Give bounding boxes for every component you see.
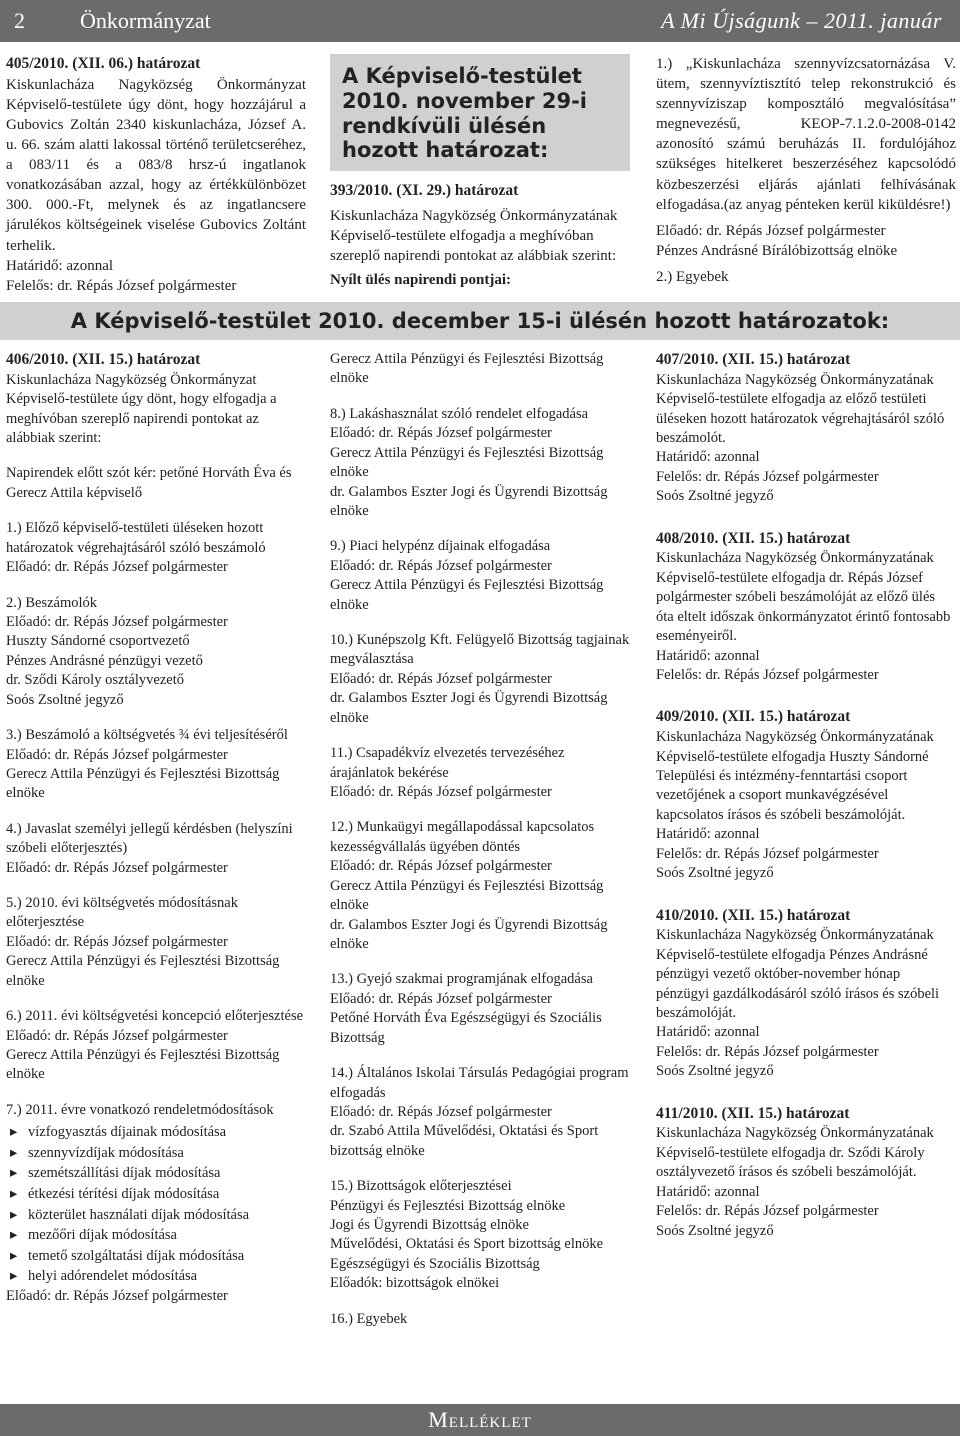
resolution-body: Kiskunlacháza Nagyközség Önkormányzatának Képviselő-testülete elfogadja dr. Répás József polgármester szóbeli beszámolóját az előző ülés óta eltelt időszak önkormányzatot érintő fontosabb eseményeiről. <box>656 550 951 645</box>
list-item: ▸ mezőőri díjak módosítása <box>6 1225 306 1246</box>
resolution-heading: 409/2010. (XII. 15.) határozat <box>656 708 851 726</box>
list-item: ▸ helyi adórendelet módosítása <box>6 1266 306 1287</box>
presenter: Előadó: dr. Répás József polgármester <box>330 557 552 574</box>
co-responsible: Soós Zsoltné jegyző <box>656 488 774 505</box>
top-middle-column <box>330 54 630 290</box>
presenter: Előadó: dr. Répás József polgármester <box>330 425 552 442</box>
agenda-item: 6.) 2011. évi költségvetési koncepció előterjesztése <box>6 1008 304 1025</box>
page-footer <box>0 1404 960 1436</box>
presenter: Előadók: bizottságok elnökei <box>330 1275 500 1292</box>
co-presenter: Gerecz Attila Pénzügyi és Fejlesztési Bizottság elnöke <box>330 877 604 914</box>
list-item: ▸ temető szolgáltatási díjak módosítása <box>6 1246 306 1267</box>
resolution-heading: 407/2010. (XII. 15.) határozat <box>656 351 851 368</box>
co-presenter: Gerecz Attila Pénzügyi és Fejlesztési Bizottság elnöke <box>330 444 604 481</box>
presenter: Előadó: dr. Répás József polgármester <box>330 858 552 875</box>
right-column <box>656 350 956 1257</box>
co-presenter: Művelődési, Oktatási és Sport bizottság elnöke <box>330 1236 604 1253</box>
deadline: Határidő: azonnal <box>656 1024 760 1041</box>
resolution-body: Kiskunlacháza Nagyközség Önkormányzatának Képviselő-testülete elfogadja Pénzes Andrásné pénzügyi vezető október-november hónap pénzügyi gazdálkodásáról szóló írásos és szóbeli beszámolóját. <box>656 927 940 1022</box>
co-presenter: dr. Galambos Eszter Jogi és Ügyrendi Bizottság elnöke <box>330 916 608 952</box>
agenda-item: 16.) Egyebek <box>330 1310 408 1327</box>
co-presenter: Gerecz Attila Pénzügyi és Fejlesztési Bizottság elnöke <box>6 1047 280 1083</box>
presenter: Előadó: dr. Répás József polgármester <box>6 933 228 950</box>
banner-title: A Képviselő-testület 2010. december 15-i ülésén hozott határozatok: <box>70 309 890 333</box>
co-presenter: dr. Sződi Károly osztályvezető <box>6 672 184 689</box>
list-item: ▸ szennyvízdíjak módosítása <box>6 1143 306 1164</box>
session-banner <box>0 302 960 340</box>
resolution-body: Kiskunlacháza Nagyközség Önkormányzat Képviselő-testülete úgy dönt, hogy elfogadja a meghívóban szereplő napirendi pontokat az alábbiak szerint: <box>6 371 277 447</box>
resolution-body: Kiskunlacháza Nagyközség Önkormányzatának Képviselő-testülete elfogadja az előző testületi üléseken hozott határozatok végrehajtásáról szóló beszámolót. <box>656 371 945 447</box>
committee: Pénzes Andrásné Bírálóbizottság elnöke <box>656 242 898 259</box>
page-header <box>0 0 960 42</box>
responsible: Felelős: dr. Répás József polgármester <box>656 468 879 485</box>
agenda-item: 11.) Csapadékvíz elvezetés tervezéséhez árajánlatok bekérése <box>330 745 565 781</box>
section-title: Önkormányzat <box>80 8 211 33</box>
responsible: Felelős: dr. Répás József polgármester <box>656 1043 879 1060</box>
list-item: ▸ közterület használati díjak módosítása <box>6 1205 306 1226</box>
agenda-item: 3.) Beszámoló a költségvetés ¾ évi teljesítéséről <box>6 727 288 744</box>
co-presenter: Gerecz Attila Pénzügyi és Fejlesztési Bizottság elnöke <box>330 577 604 613</box>
presenter: Előadó: dr. Répás József polgármester <box>6 1027 228 1044</box>
co-responsible: Soós Zsoltné jegyző <box>656 865 774 882</box>
page-number: 2 <box>14 8 25 33</box>
deadline: Határidő: azonnal <box>656 826 760 843</box>
resolution-heading: 406/2010. (XII. 15.) határozat <box>6 351 201 368</box>
agenda-item: 14.) Általános Iskolai Társulás Pedagógiai program elfogadás <box>330 1065 629 1101</box>
agenda-item: 4.) Javaslat személyi jellegű kérdésben (helyszíni szóbeli előterjesztés) <box>6 820 293 857</box>
session-title: A Képviselő-testület 2010. november 29-i rendkívüli ülésén hozott határozat: <box>342 64 588 163</box>
resolution-heading: 405/2010. (XII. 06.) határozat <box>6 55 201 72</box>
middle-column <box>330 350 630 1329</box>
co-presenter: Huszty Sándorné csoportvezető <box>6 633 190 650</box>
responsible: Felelős: dr. Répás József polgármester <box>656 667 879 684</box>
presenter: Előadó: dr. Répás József polgármester <box>330 1103 552 1120</box>
list-item: ▸ étkezési térítési díjak módosítása <box>6 1184 306 1205</box>
deadline: Határidő: azonnal <box>656 1183 760 1200</box>
presenter: Előadó: dr. Répás József polgármester <box>330 670 552 687</box>
co-presenter: Pénzes Andrásné pénzügyi vezető <box>6 652 203 669</box>
open-session-label: Nyílt ülés napirendi pontjai: <box>330 272 512 289</box>
co-presenter: Soós Zsoltné jegyző <box>6 691 124 708</box>
agenda-item: 2.) Beszámolók <box>6 594 98 611</box>
co-presenter: Gerecz Attila Pénzügyi és Fejlesztési Bizottság elnöke <box>6 765 280 802</box>
presenter: Előadó: dr. Répás József polgármester <box>656 222 886 239</box>
resolution-body: Kiskunlacháza Nagyközség Önkormányzatának Képviselő-testülete elfogadja Huszty Sándorné Települési és intézmény-fenntartási csoport vezetőjének a csoport munkavégzésével kapcsolatos írásos és szóbeli beszámolóját. <box>656 729 934 823</box>
co-presenter: Jogi és Ügyrendi Bizottság elnöke <box>330 1217 529 1234</box>
agenda-item: 1.) Előző képviselő-testületi üléseken hozott határozatok végrehajtásáról szóló beszámoló <box>6 520 266 556</box>
agenda-item: 12.) Munkaügyi megállapodással kapcsolatos kezességvállalás ügyében döntés <box>330 819 595 855</box>
agenda-item: 13.) Gyejó szakmai programjának elfogadása <box>330 971 593 988</box>
deadline: Határidő: azonnal <box>656 647 760 664</box>
co-responsible: Soós Zsoltné jegyző <box>656 1222 774 1239</box>
session-title-box <box>330 54 630 171</box>
co-presenter: Egészségügyi és Szociális Bizottság <box>330 1255 540 1272</box>
list-item: ▸ szemétszállítási díjak módosítása <box>6 1163 306 1184</box>
resolution-heading: 410/2010. (XII. 15.) határozat <box>656 906 851 924</box>
presenter: Előadó: dr. Répás József polgármester <box>6 746 228 763</box>
resolution-heading: 393/2010. (XI. 29.) határozat <box>330 182 519 200</box>
agenda-item: 7.) 2011. évre vonatkozó rendeletmódosítások <box>6 1101 274 1118</box>
co-presenter: Petőné Horváth Éva Egészségügyi és Szociális Bizottság <box>330 1010 602 1046</box>
co-presenter: dr. Galambos Eszter Jogi és Ügyrendi Bizottság elnöke <box>330 690 608 726</box>
presenter: Előadó: dr. Répás József polgármester <box>6 559 228 576</box>
agenda-item: 10.) Kunépszolg Kft. Felügyelő Bizottság tagjainak megválasztása <box>330 632 630 668</box>
resolution-body: Kiskunlacháza Nagyközség Önkormányzatának Képviselő-testülete elfogadja a meghívóban szereplő napirendi pontokat az alábbiak szerint: <box>330 207 618 265</box>
amendment-list <box>6 1122 306 1287</box>
top-left-column <box>6 54 306 296</box>
resolution-heading: 411/2010. (XII. 15.) határozat <box>656 1104 850 1122</box>
deadline: Határidő: azonnal <box>656 449 760 466</box>
agenda-item: 1.) „Kiskunlacháza szennyvízcsatornázása V. ütem, szennyvíztisztító telep rekonstrukció és szennyvíziszap komposztáló megvalósítása” megnevezésű, KEOP-7.1.2.0-2008-0142 azonosító számú beruházás II. fordulójához szükséges hitelkeret beszerzéséhez kapcsolódó közbeszerzési eljárás ajánlati felhívásának elfogadása.(az anyag pénteken kerül kiküldésre!) <box>656 56 956 213</box>
deadline: Határidő: azonnal <box>6 257 114 274</box>
speakers: Napirendek előtt szót kér: petőné Horváth Éva és Gerecz Attila képviselő <box>6 465 292 501</box>
agenda-item: 15.) Bizottságok előterjesztései <box>330 1178 512 1195</box>
presenter: Előadó: dr. Répás József polgármester <box>330 990 552 1007</box>
resolution-body: Kiskunlacháza Nagyközség Önkormányzat Képviselő-testülete úgy dönt, hogy hozzájárul a Gubovics Zoltán 2340 kiskunlacháza, József A. u. 66. szám alatti lakossal történő területcseréhez, a 083/11 és a 083/8 hrsz-ú ingatlanok vonatkozásában azzal, hogy az értékkülönbözet 300. 000.-Ft, melynek és az ingatlancsere járulékos költségeinek viselése Gubovics Zoltánt terhelik. <box>6 76 306 254</box>
co-presenter: Gerecz Attila Pénzügyi és Fejlesztési Bizottság elnöke <box>6 953 280 989</box>
presenter: Előadó: dr. Répás József polgármester <box>6 613 228 630</box>
left-column <box>6 350 306 1306</box>
list-item: ▸ vízfogyasztás díjainak módosítása <box>6 1122 306 1143</box>
co-presenter: dr. Szabó Attila Művelődési, Oktatási és Sport bizottság elnöke <box>330 1123 599 1159</box>
agenda-item: 5.) 2010. évi költségvetés módosításnak előterjesztése <box>6 895 238 931</box>
presenter: Előadó: dr. Répás József polgármester <box>6 859 228 876</box>
resolution-heading: 408/2010. (XII. 15.) határozat <box>656 529 851 547</box>
co-responsible: Soós Zsoltné jegyző <box>656 1063 774 1080</box>
responsible: Felelős: dr. Répás József polgármester <box>6 277 237 294</box>
agenda-item: 9.) Piaci helypénz díjainak elfogadása <box>330 538 551 555</box>
presenter: Előadó: dr. Répás József polgármester <box>330 784 552 801</box>
co-presenter: Pénzügyi és Fejlesztési Bizottság elnöke <box>330 1197 566 1214</box>
co-presenter: Gerecz Attila Pénzügyi és Fejlesztési Bizottság elnöke <box>330 351 604 387</box>
issue-title: A Mi Újságunk – 2011. január <box>661 8 942 33</box>
agenda-item: 8.) Lakáshasználat szóló rendelet elfogadása <box>330 405 589 422</box>
footer-label: Melléklet <box>428 1407 532 1432</box>
presenter: Előadó: dr. Répás József polgármester <box>6 1287 228 1304</box>
responsible: Felelős: dr. Répás József polgármester <box>656 845 879 862</box>
agenda-item: 2.) Egyebek <box>656 268 729 285</box>
top-right-column <box>656 54 956 287</box>
co-presenter: dr. Galambos Eszter Jogi és Ügyrendi Bizottság elnöke <box>330 483 608 519</box>
resolution-body: Kiskunlacháza Nagyközség Önkormányzatának Képviselő-testülete elfogadja dr. Sződi Károly osztályvezető írásos és szóbeli beszámolóját. <box>656 1125 934 1181</box>
responsible: Felelős: dr. Répás József polgármester <box>656 1203 879 1220</box>
